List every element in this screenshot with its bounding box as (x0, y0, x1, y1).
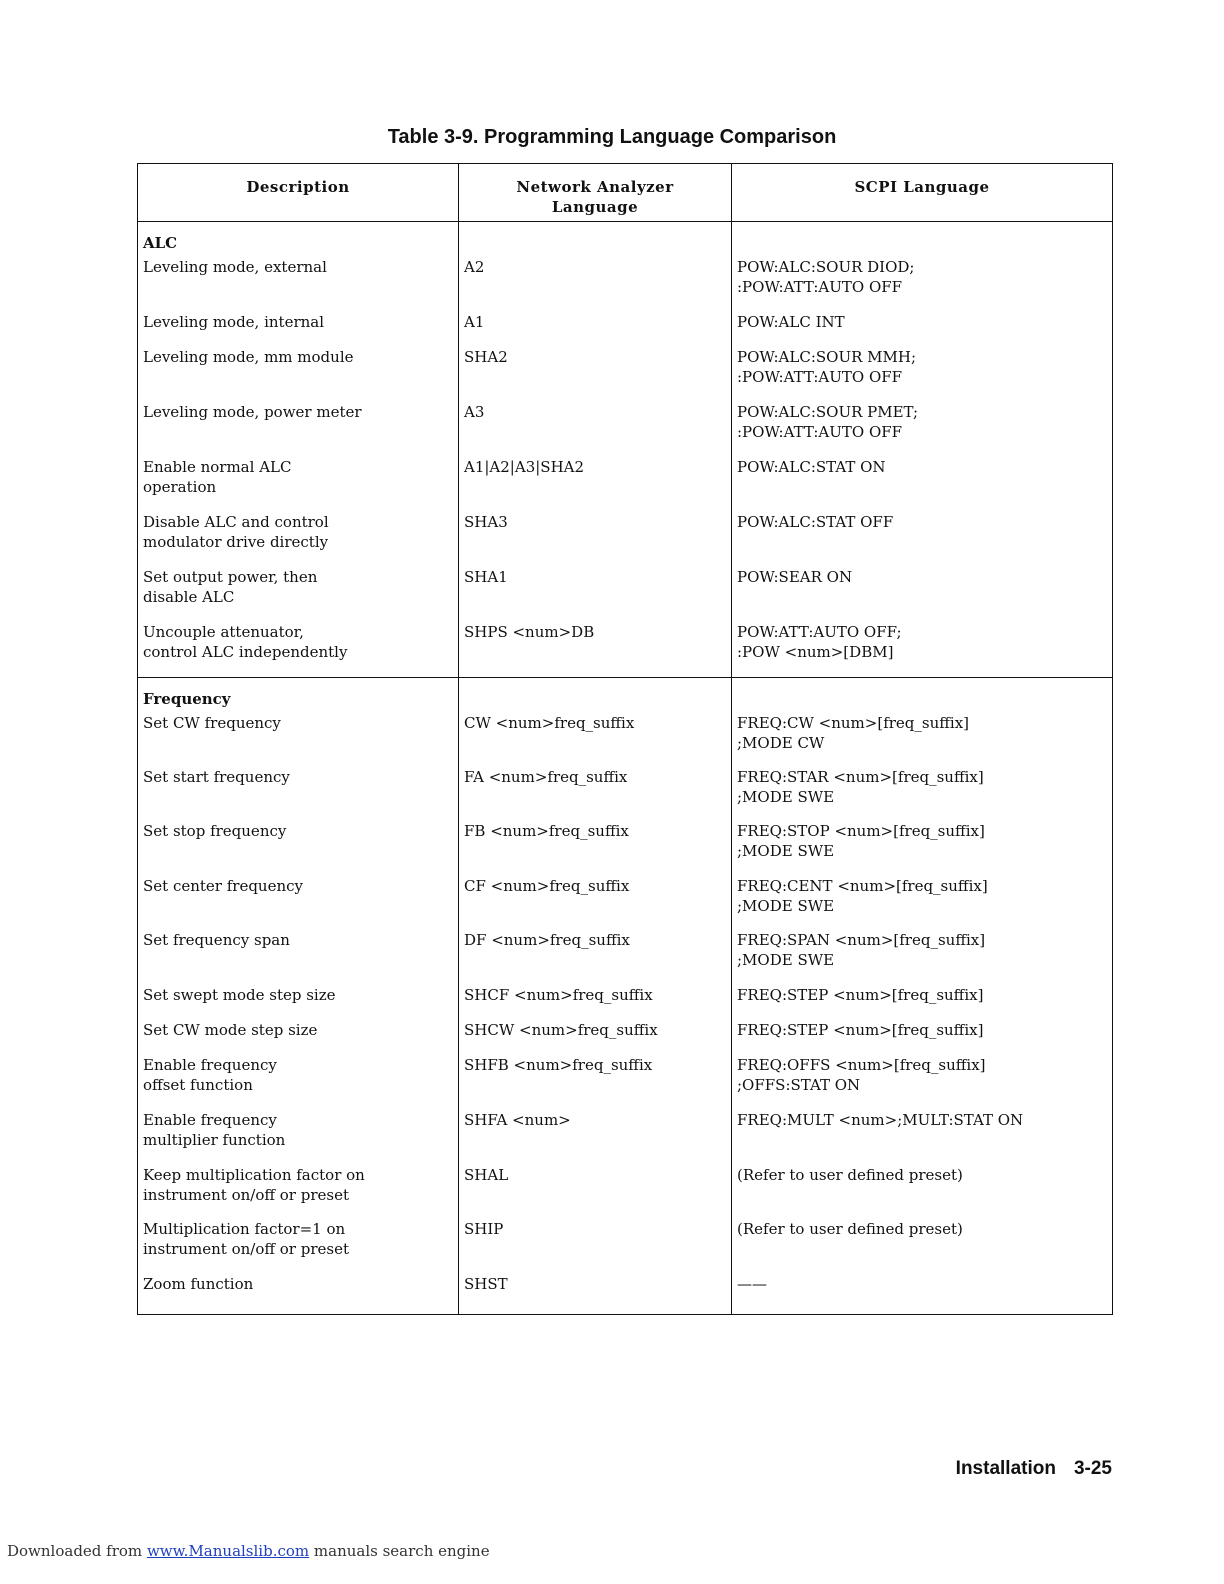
description-cell: Enable normal ALC operation (143, 458, 292, 496)
na-command-cell: FB <num>freq_suffix (459, 821, 732, 876)
na-command-cell: A2 (459, 257, 732, 312)
table-row (138, 347, 1113, 402)
na-command-cell: SHFA <num> (459, 1110, 732, 1165)
description-cell: Leveling mode, mm module (143, 348, 354, 366)
table-row (138, 512, 1113, 567)
description-cell: Set CW frequency (143, 714, 281, 732)
table-row (138, 257, 1113, 312)
na-command-cell: A1 (459, 312, 732, 347)
section-row (138, 678, 1113, 714)
description-cell: Disable ALC and control modulator drive directly (143, 513, 329, 551)
table-row (138, 1055, 1113, 1110)
scpi-command-cell: POW:ALC:SOUR PMET; :POW:ATT:AUTO OFF (732, 402, 1113, 457)
description-cell: Set output power, then disable ALC (143, 568, 318, 606)
description-cell: Uncouple attenuator, control ALC independently (143, 623, 348, 661)
table-row (138, 622, 1113, 678)
description-cell: Keep multiplication factor on instrument on/off or preset (143, 1166, 365, 1204)
table-row (138, 402, 1113, 457)
scpi-command-cell: POW:ALC INT (732, 312, 1113, 347)
scpi-command-cell: POW:ALC:SOUR MMH; :POW:ATT:AUTO OFF (732, 347, 1113, 402)
scpi-command-cell: FREQ:STEP <num>[freq_suffix] (732, 1020, 1113, 1055)
scpi-command-cell: POW:ALC:STAT OFF (732, 512, 1113, 567)
table-row (138, 767, 1113, 821)
header-row (138, 164, 1113, 222)
scpi-command-cell: FREQ:CENT <num>[freq_suffix] ;MODE SWE (732, 876, 1113, 930)
description-cell: Zoom function (143, 1275, 254, 1293)
description-cell: Set stop frequency (143, 822, 287, 840)
na-command-cell: SHCF <num>freq_suffix (459, 985, 732, 1020)
na-command-cell: SHA1 (459, 567, 732, 622)
description-cell: Leveling mode, external (143, 258, 327, 276)
manualslib-link[interactable]: www.Manualslib.com (146, 1542, 310, 1560)
na-command-cell: SHST (459, 1274, 732, 1315)
table-row (138, 457, 1113, 512)
na-command-cell: SHA2 (459, 347, 732, 402)
section-title: ALC (143, 234, 178, 252)
na-command-cell: A3 (459, 402, 732, 457)
section-title: Frequency (138, 678, 459, 714)
scpi-command-cell: POW:ALC:SOUR DIOD; :POW:ATT:AUTO OFF (732, 257, 1113, 312)
na-command-cell: SHAL (459, 1165, 732, 1219)
na-command-cell: SHA3 (459, 512, 732, 567)
scpi-command-cell: —— (732, 1274, 1113, 1315)
table-row (138, 1219, 1113, 1274)
table-row (138, 1274, 1113, 1315)
description-cell: Leveling mode, power meter (143, 403, 362, 421)
download-suffix: manuals search engine (313, 1542, 490, 1560)
na-command-cell: A1|A2|A3|SHA2 (459, 457, 732, 512)
download-notice (7, 1542, 490, 1560)
table-row (138, 1020, 1113, 1055)
header-network-analyzer: Network Analyzer Language (459, 164, 732, 222)
empty-cell (732, 678, 1113, 714)
na-command-cell: SHCW <num>freq_suffix (459, 1020, 732, 1055)
table-row (138, 876, 1113, 930)
header-scpi: SCPI Language (732, 164, 1113, 222)
table-row (138, 567, 1113, 622)
description-cell: Leveling mode, internal (143, 313, 325, 331)
na-command-cell: DF <num>freq_suffix (459, 930, 732, 985)
page-footer (956, 1458, 1112, 1480)
section-row (138, 222, 1113, 258)
comparison-table (137, 163, 1113, 1315)
na-command-cell: SHFB <num>freq_suffix (459, 1055, 732, 1110)
scpi-command-cell: FREQ:STAR <num>[freq_suffix] ;MODE SWE (732, 767, 1113, 821)
table-row (138, 1165, 1113, 1219)
scpi-command-cell: FREQ:MULT <num>;MULT:STAT ON (732, 1110, 1113, 1165)
footer-page-number: 3-25 (1073, 1458, 1112, 1479)
na-command-cell: CW <num>freq_suffix (459, 713, 732, 767)
scpi-command-cell: (Refer to user defined preset) (732, 1219, 1113, 1274)
description-cell: Set CW mode step size (143, 1021, 318, 1039)
scpi-command-cell: POW:ALC:STAT ON (732, 457, 1113, 512)
empty-cell (459, 222, 732, 258)
description-cell: Set swept mode step size (143, 986, 336, 1004)
description-cell: Set center frequency (143, 877, 304, 895)
scpi-command-cell: POW:ATT:AUTO OFF; :POW <num>[DBM] (732, 622, 1113, 678)
description-cell: Multiplication factor=1 on instrument on/off or preset (143, 1220, 349, 1258)
description-cell: Enable frequency multiplier function (143, 1111, 286, 1149)
scpi-command-cell: FREQ:OFFS <num>[freq_suffix] ;OFFS:STAT ON (732, 1055, 1113, 1110)
table-row (138, 1110, 1113, 1165)
scpi-command-cell: FREQ:CW <num>[freq_suffix] ;MODE CW (732, 713, 1113, 767)
table-body (138, 222, 1113, 1315)
download-prefix: Downloaded from (7, 1542, 143, 1560)
description-cell: Enable frequency offset function (143, 1056, 277, 1094)
scpi-command-cell: FREQ:STOP <num>[freq_suffix] ;MODE SWE (732, 821, 1113, 876)
na-command-cell: SHIP (459, 1219, 732, 1274)
description-cell: Set frequency span (143, 931, 290, 949)
table-row (138, 930, 1113, 985)
scpi-command-cell: FREQ:SPAN <num>[freq_suffix] ;MODE SWE (732, 930, 1113, 985)
empty-cell (732, 222, 1113, 258)
footer-section: Installation (955, 1458, 1056, 1479)
table-caption: Table 3-9. Programming Language Comparison (387, 126, 837, 148)
table-row (138, 312, 1113, 347)
na-command-cell: FA <num>freq_suffix (459, 767, 732, 821)
description-cell: Set start frequency (143, 768, 290, 786)
table-row (138, 985, 1113, 1020)
na-command-cell: SHPS <num>DB (459, 622, 732, 678)
table-row (138, 821, 1113, 876)
na-command-cell: CF <num>freq_suffix (459, 876, 732, 930)
empty-cell (459, 678, 732, 714)
scpi-command-cell: POW:SEAR ON (732, 567, 1113, 622)
table-row (138, 713, 1113, 767)
scpi-command-cell: (Refer to user defined preset) (732, 1165, 1113, 1219)
scpi-command-cell: FREQ:STEP <num>[freq_suffix] (732, 985, 1113, 1020)
header-description: Description (138, 164, 459, 222)
